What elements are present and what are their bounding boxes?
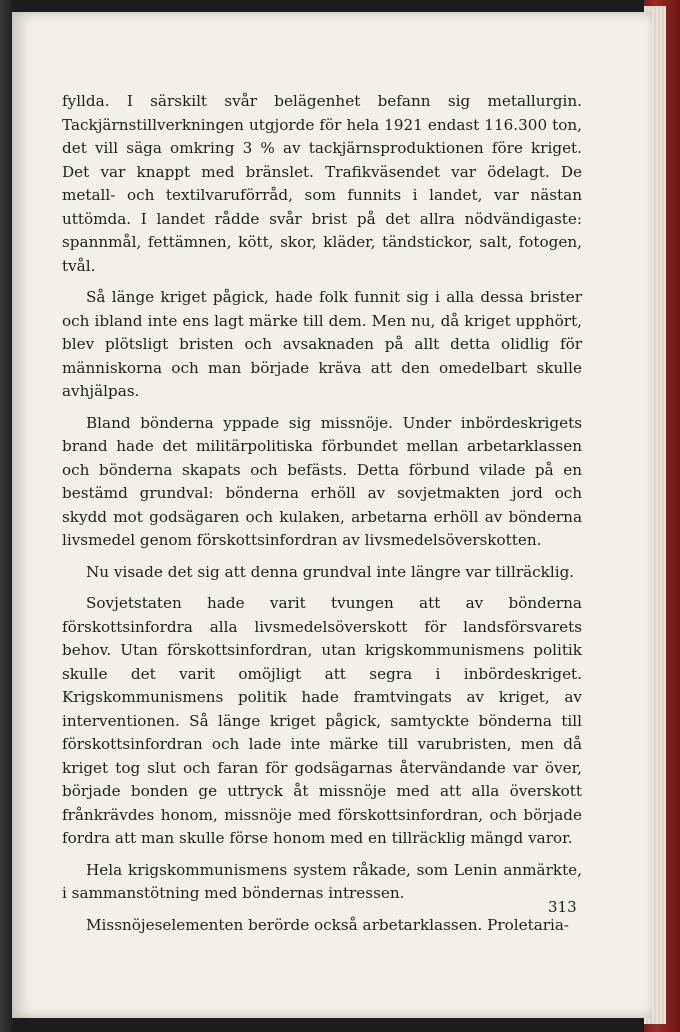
body-text (62, 90, 582, 945)
paragraph-6: Hela krigskommunismens system råkade, som Lenin anmärkte, i sammanstötning med böndernas intressen. (62, 860, 582, 902)
paragraph-5: Sovjetstaten hade varit tvungen att av bönderna förskottsinfordra alla livsmedelsöverskott för landsförsvarets behov. Utan förskottsinfordran, utan krigskommunismens politik skulle det varit omöjligt att segra i inbördeskriget. Krigskommunismens politik hade framtvingats av kriget, av interventionen. Så länge kriget pågick, samtyckte bönderna till förskottsinfordran och lade inte märke till varubristen, men då kriget tog slut och faran för godsägarnas återvändande var över, började bonden ge uttryck åt missnöje med att alla överskott frånkrävdes honom, missnöje med förskottsinfordran, och började fordra att man skulle förse honom med en tillräcklig mängd varor. (62, 594, 582, 847)
page-number: 313 (548, 898, 577, 916)
paragraph-2: Så länge kriget pågick, hade folk funnit sig i alla dessa brister och ibland inte ens lagt märke till dem. Men nu, då kriget upphört, blev plötsligt bristen och avsaknaden på allt detta olidlig för människorna och man började kräva att den omedelbart skulle avhjälpas. (62, 288, 582, 400)
paragraph-4: Nu visade det sig att denna grundval inte längre var tillräcklig. (86, 562, 575, 581)
paragraph-3: Bland bönderna yppade sig missnöje. Under inbördeskrigets brand hade det militärpolitiska förbundet mellan arbetarklassen och bönderna skapats och befästs. Detta förbund vilade på en bestämd grundval: bönderna erhöll av sovjetmakten jord och skydd mot godsägaren och kulaken, arbetarna erhöll av bönderna livsmedel genom förskottsinfordran av livsmedelsöverskotten. (62, 413, 582, 549)
paragraph-7: Missnöjeselementen berörde också arbetarklassen. Proletaria- (86, 915, 570, 934)
paragraph-1: fyllda. I särskilt svår belägenhet befann sig metallurgin. Tackjärnstillverkningen utgjorde för hela 1921 endast 116.300 ton, det vill säga omkring 3 % av tackjärnsproduktionen före kriget. Det var knappt med bränslet. Trafikväsendet var ödelagt. De metall- och textilvaruförråd, som funnits i landet, var nästan uttömda. I landet rådde svår brist på det allra nödvändigaste: spannmål, fettämnen, kött, skor, kläder, tändstickor, salt, fotogen, tvål. (62, 92, 582, 275)
book-page (12, 12, 652, 1018)
